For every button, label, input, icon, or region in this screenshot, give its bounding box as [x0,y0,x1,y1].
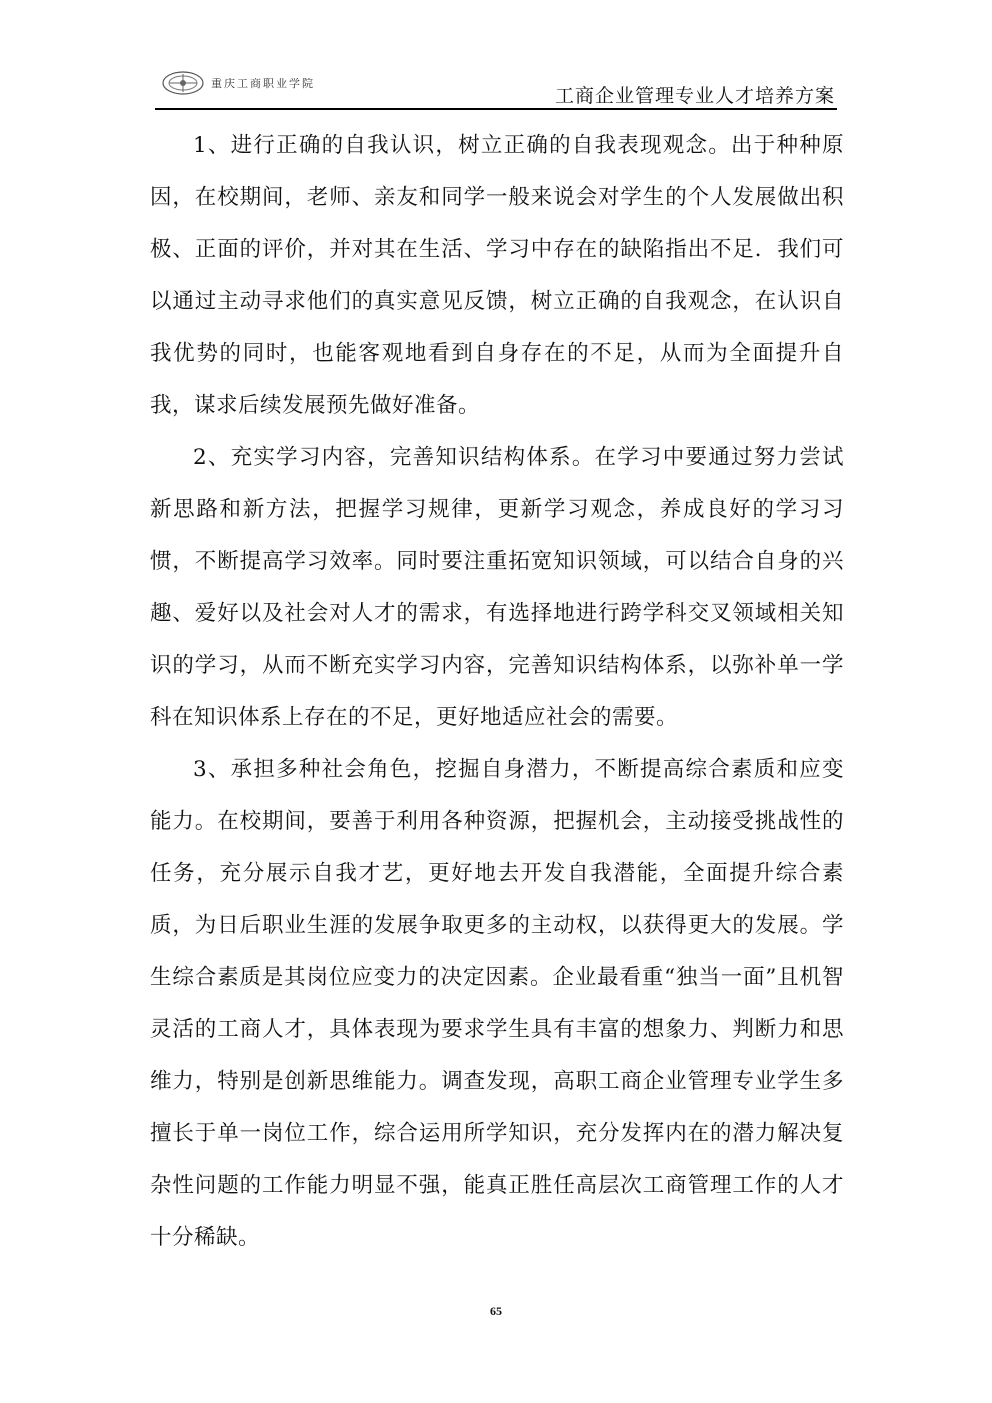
body-text [150,120,844,1264]
page-header [155,64,837,110]
paragraph-self-awareness: 1、进行正确的自我认识，树立正确的自我表现观念。出于种种原因，在校期间，老师、亲友和同学一般来说会对学生的个人发展做出积极、正面的评价，并对其在生活、学习中存在的缺陷指出不足．我们可以通过主动寻求他们的真实意见反馈，树立正确的自我观念，在认识自我优势的同时，也能客观地看到自身存在的不足，从而为全面提升自我，谋求后续发展预先做好准备。 [150,133,844,418]
school-name-logotype: 重庆工商职业学院 [211,78,315,90]
paragraph-knowledge-structure: 2、充实学习内容，完善知识结构体系。在学习中要通过努力尝试新思路和新方法，把握学习规律，更新学习观念，养成良好的学习习惯，不断提高学习效率。同时要注重拓宽知识领域，可以结合自身的兴趣、爱好以及社会对人才的需求，有选择地进行跨学科交叉领域相关知识的学习，从而不断充实学习内容，完善知识结构体系，以弥补单一学科在知识体系上存在的不足，更好地适应社会的需要。 [150,445,844,730]
paragraph-social-roles: 3、承担多种社会角色，挖掘自身潜力，不断提高综合素质和应变能力。在校期间，要善于利用各种资源，把握机会，主动接受挑战性的任务，充分展示自我才艺，更好地去开发自我潜能，全面提升综合素质，为日后职业生涯的发展争取更多的主动权，以获得更大的发展。学生综合素质是其岗位应变力的决定因素。企业最看重“独当一面”且机智灵活的工商人才，具体表现为要求学生具有丰富的想象力、判断力和思维力，特别是创新思维能力。调查发现，高职工商企业管理专业学生多擅长于单一岗位工作，综合运用所学知识，充分发挥内在的潜力解决复杂性问题的工作能力明显不强，能真正胜任高层次工商管理工作的人才十分稀缺。 [150,757,844,1250]
header-divider [155,108,837,110]
school-logo-icon [161,70,205,96]
document-title: 工商企业管理专业人才培养方案 [554,85,835,107]
page-number: 65 [490,1304,502,1318]
